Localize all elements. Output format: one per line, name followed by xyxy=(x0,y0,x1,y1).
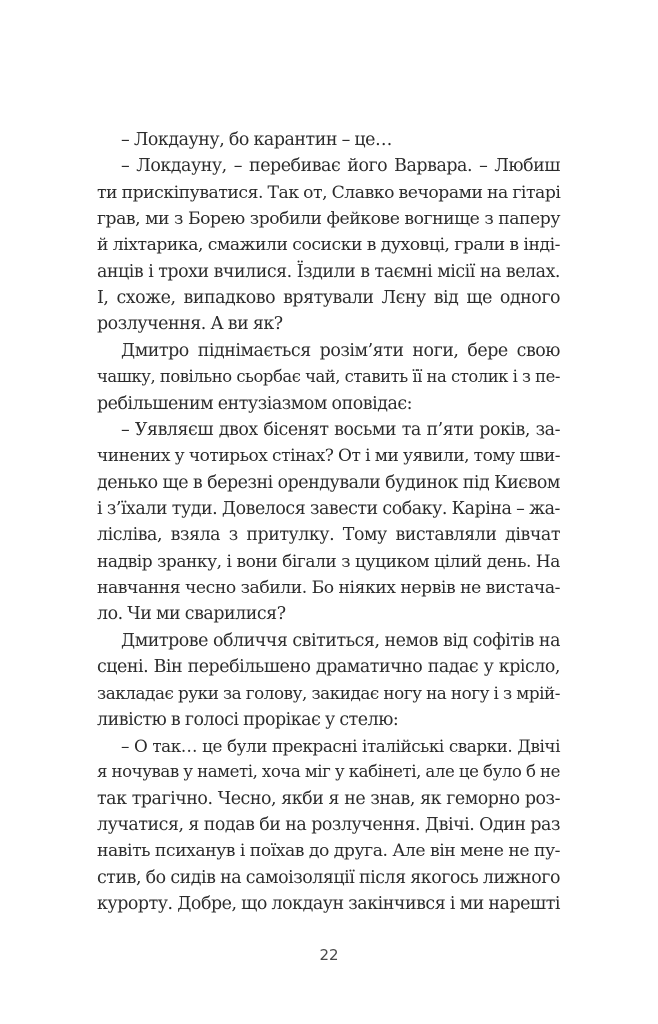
text-line: я ночував у наметі, хоча міг у кабінеті, але це було б не xyxy=(97,762,560,782)
text-line: – Локдауну, бо карантин – це… xyxy=(121,130,392,150)
text-line: – Локдауну, – перебиває його Варвара. – Любиш xyxy=(121,156,560,177)
text-line: Дмитро піднімається розім’яти ноги, бере свою xyxy=(121,340,560,361)
text-line: чашку, повільно сьорбає чай, ставить її на столик і з пе- xyxy=(97,367,560,387)
text-line: закладає руки за голову, закидає ногу на ногу і з мрій- xyxy=(97,683,560,704)
text-line: ливістю в голосі прорікає у стелю: xyxy=(97,709,399,730)
text-line: ти прискіпуватися. Так от, Славко вечорами на гітарі xyxy=(97,182,561,203)
text-line: ребільшеним ентузіазмом оповідає: xyxy=(97,393,413,414)
text-line: й ліхтарика, смажили сосиски в духовці, грали в інді- xyxy=(97,235,560,256)
text-line: ло. Чи ми сварилися? xyxy=(97,604,286,625)
text-line: і з’їхали туди. Довелося завести собаку. Каріна – жа- xyxy=(97,498,560,519)
text-line: Дмитрове обличчя світиться, немов від софітів на xyxy=(121,630,560,651)
text-line: – Уявляєш двох бісенят восьми та п’яти років, за- xyxy=(121,419,560,440)
text-line: курорту. Добре, що локдаун закінчився і ми нарешті xyxy=(97,894,560,915)
text-line: сцені. Він перебільшено драматично падає у крісло, xyxy=(97,657,560,677)
page-number: 22 xyxy=(319,946,339,964)
text-line: так трагічно. Чесно, якби я не знав, як геморно роз- xyxy=(97,788,560,809)
text-line: навчання чесно забили. Бо ніяких нервів не вистача- xyxy=(97,577,560,598)
text-line: надвір зранку, і вони бігали з цуциком цілий день. На xyxy=(97,551,560,572)
text-line: лісліва, взяла з притулку. Тому виставляли дівчат xyxy=(97,525,560,546)
text-line: денько ще в березні орендували будинок під Києвом xyxy=(97,472,560,493)
text-line: лучатися, я подав би на розлучення. Двічі. Один раз xyxy=(97,815,560,836)
text-line: – О так… це були прекрасні італійські сварки. Двічі xyxy=(121,736,560,757)
text-line: грав, ми з Борею зробили фейкове вогнище з паперу xyxy=(97,209,560,230)
text-line: стив, бо сидів на самоізоляції після якогось лижного xyxy=(97,867,560,888)
text-line: чинених у чотирьох стінах? От і ми уявили, тому шви- xyxy=(97,446,560,467)
text-line: анців і трохи вчилися. Їздили в таємні місії на велах. xyxy=(97,261,560,282)
text-line: навіть психанув і поїхав до друга. Але він мене не пу- xyxy=(97,841,560,862)
text-line: розлучення. А ви як? xyxy=(97,314,283,335)
text-line: І, схоже, випадково врятували Лєну від ще одного xyxy=(97,288,560,309)
